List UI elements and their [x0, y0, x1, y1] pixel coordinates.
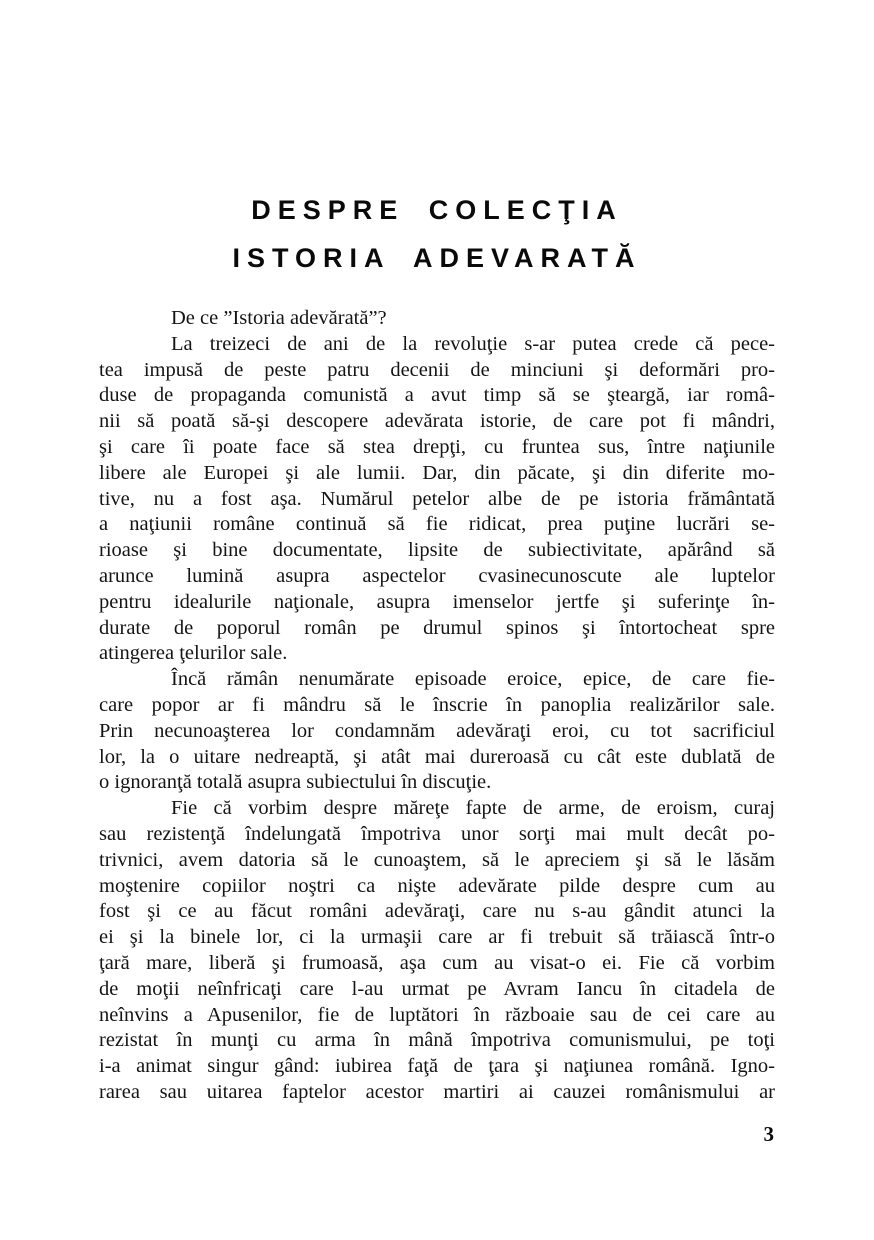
text-line: Prin necunoaşterea lor condamnăm adevăraţi eroi, cu tot sacrificiul — [99, 719, 775, 742]
text-line: pentru idealurile naţionale, asupra imenselor jertfe şi suferinţe în- — [99, 590, 775, 613]
text-line: şi care îi poate face să stea drepţi, cu fruntea sus, între naţiunile — [99, 435, 775, 458]
text-line: moştenire copiilor noştri ca nişte adevărate pilde despre cum au — [99, 874, 775, 897]
text-line: atingerea ţelurilor sale. — [99, 642, 288, 665]
text-line: nii să poată să-şi descopere adevărata istorie, de care pot fi mândri, — [99, 410, 775, 433]
text-line: a naţiunii române continuă să fie ridicat, prea puţine lucrări se- — [99, 513, 775, 536]
paragraph — [99, 332, 775, 667]
body-text — [99, 306, 775, 1106]
page-number: 3 — [763, 1122, 774, 1146]
paragraph — [99, 667, 775, 796]
text-line: fost şi ce au făcut români adevăraţi, care nu s-au gândit atunci la — [99, 900, 775, 923]
text-line: i-a animat singur gând: iubirea faţă de ţara şi naţiunea română. Igno- — [99, 1055, 775, 1078]
text-line: arunce lumină asupra aspectelor cvasinecunoscute ale luptelor — [99, 564, 775, 587]
text-line: lor, la o uitare nedreaptă, şi atât mai dureroasă cu cât este dublată de — [99, 745, 775, 768]
text-line: De ce ”Istoria adevărată”? — [171, 307, 387, 329]
title-line-1: DESPRE COLECŢIA — [251, 195, 623, 225]
text-line: rioase şi bine documentate, lipsite de subiectivitate, apărând să — [99, 539, 775, 562]
text-line: de moţii neînfricaţi care l-au urmat pe Avram Iancu în citadela de — [99, 977, 775, 1000]
text-line: ei şi la binele lor, ci la urmaşii care ar fi trebuit să trăiască într-o — [99, 926, 775, 949]
text-line: La treizeci de ani de la revoluţie s-ar putea crede că pece- — [171, 332, 775, 355]
text-line: care popor ar fi mândru să le înscrie în panoplia realizărilor sale. — [99, 693, 775, 716]
text-line: duse de propaganda comunistă a avut timp să se şteargă, iar româ- — [99, 384, 775, 407]
paragraph — [99, 796, 775, 1106]
text-line: ţară mare, liberă şi frumoasă, aşa cum au visat-o ei. Fie că vorbim — [99, 951, 775, 974]
text-line: neînvins a Apusenilor, fie de luptători în războaie sau de cei care au — [99, 1003, 775, 1026]
text-line: Fie că vorbim despre măreţe fapte de arme, de eroism, curaj — [171, 797, 775, 820]
text-line: rarea sau uitarea faptelor acestor martiri ai cauzei românismului ar — [99, 1080, 775, 1103]
text-line: o ignoranţă totală asupra subiectului în discuţie. — [99, 771, 492, 794]
text-line: sau rezistenţă îndelungată împotriva unor sorţi mai mult decât po- — [99, 822, 775, 845]
page-title — [0, 186, 874, 282]
text-line: libere ale Europei şi ale lumii. Dar, din păcate, şi din diferite mo- — [99, 461, 775, 484]
text-line: trivnici, avem datoria să le cunoaştem, să le apreciem şi să le lăsăm — [99, 848, 775, 871]
text-line: tea impusă de peste patru decenii de minciuni şi deformări pro- — [99, 358, 775, 381]
text-line: durate de poporul român pe drumul spinos şi întortocheat spre — [99, 616, 775, 639]
title-line-2: ISTORIA ADEVARATĂ — [232, 243, 642, 273]
text-line: tive, nu a fost aşa. Numărul petelor albe de pe istoria frământată — [99, 487, 775, 510]
paragraph — [99, 306, 775, 332]
text-line: Încă rămân nenumărate episoade eroice, epice, de care fie- — [171, 668, 775, 691]
text-line: rezistat în munţi cu arma în mână împotriva comunismului, pe toţi — [99, 1029, 775, 1052]
